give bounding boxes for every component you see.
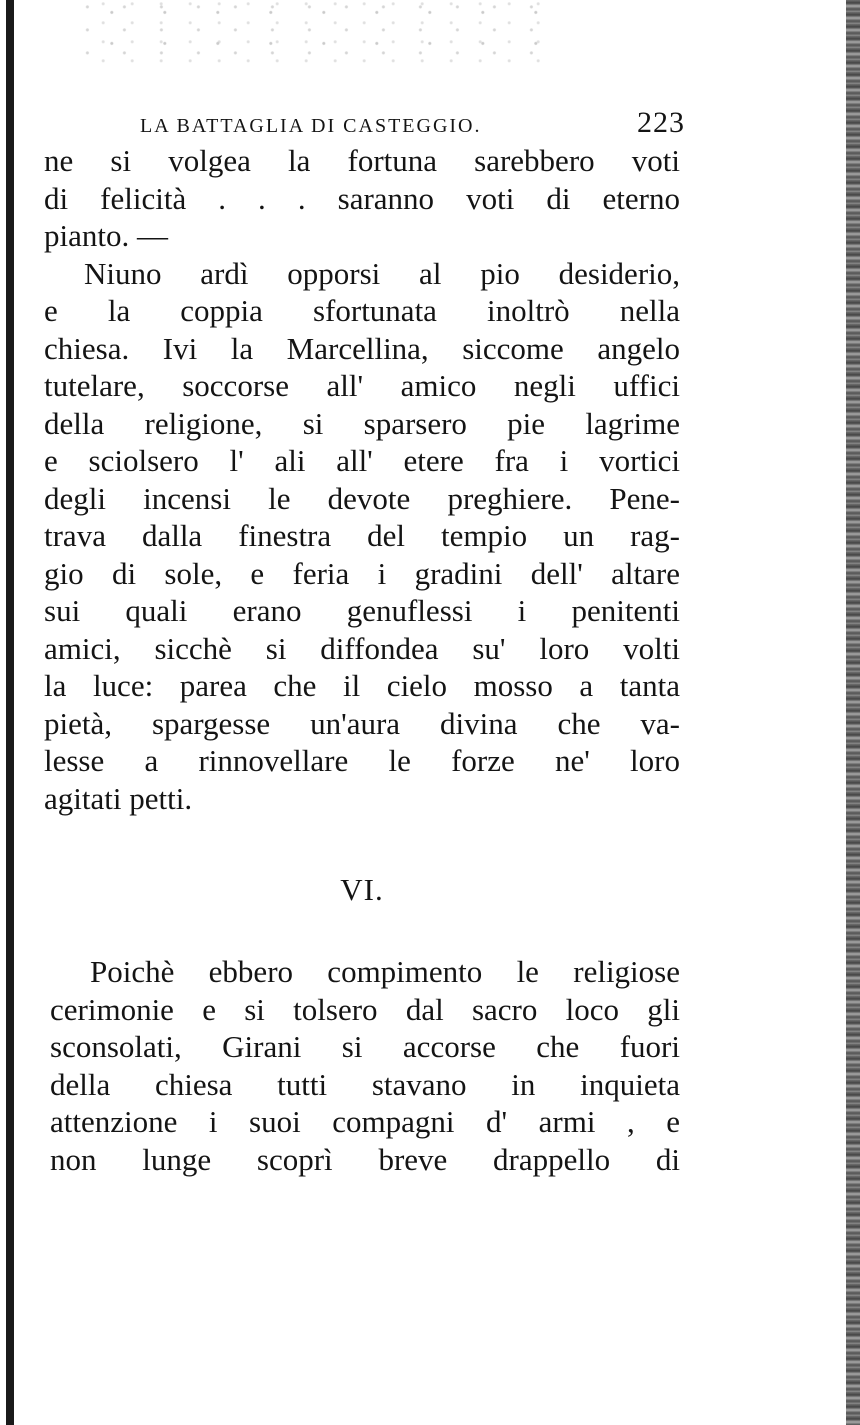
text-line: amici, sicchè si diffondea su' loro volti xyxy=(44,630,680,666)
text-line: cerimonie e si tolsero dal sacro loco gli xyxy=(50,991,680,1027)
text-line: della chiesa tutti stavano in inquieta xyxy=(50,1066,680,1102)
text-line: la luce: parea che il cielo mosso a tanta xyxy=(44,668,680,703)
text-line: ne si volgea la fortuna sarebbero voti xyxy=(44,143,680,178)
text-line: trava dalla finestra del tempio un rag- xyxy=(44,518,680,553)
text-line: tutelare, soccorse all' amico negli uffici xyxy=(44,368,680,403)
text-line: lesse a rinnovellare le forze ne' loro xyxy=(44,743,680,778)
text-line: Poichè ebbero compimento le religiose xyxy=(90,954,680,989)
paper-specks xyxy=(80,0,540,70)
text-line: Niuno ardì opporsi al pio desiderio, xyxy=(84,255,680,291)
text-line: agitati petti. xyxy=(44,780,193,816)
right-page-edge xyxy=(846,0,860,1425)
text-line: chiesa. Ivi la Marcellina, siccome angelo xyxy=(44,330,680,366)
text-line: non lunge scoprì breve drappello di xyxy=(50,1141,680,1177)
text-line: e sciolsero l' ali all' etere fra i vortici xyxy=(44,443,680,478)
text-line: pianto. — xyxy=(44,218,168,253)
page-number: 223 xyxy=(637,106,685,139)
text-line: pietà, spargesse un'aura divina che va- xyxy=(44,705,680,741)
text-block-lower xyxy=(50,953,680,1178)
text-line: di felicità . . . saranno voti di eterno xyxy=(44,180,680,216)
text-line: della religione, si sparsero pie lagrime xyxy=(44,405,680,441)
text-line: attenzione i suoi compagni d' armi , e xyxy=(50,1104,680,1139)
running-head xyxy=(140,106,685,140)
text-line: sui quali erano genuflessi i penitenti xyxy=(44,593,680,628)
running-head-title: LA BATTAGLIA DI CASTEGGIO. xyxy=(140,115,482,137)
left-binding-edge xyxy=(6,0,14,1425)
text-line: gio di sole, e feria i gradini dell' altare xyxy=(44,555,680,591)
text-line: e la coppia sfortunata inoltrò nella xyxy=(44,293,680,328)
text-block-upper xyxy=(44,142,680,817)
section-heading: VI. xyxy=(340,872,384,907)
text-line: degli incensi le devote preghiere. Pene- xyxy=(44,480,680,516)
text-line: sconsolati, Girani si accorse che fuori xyxy=(50,1029,680,1064)
